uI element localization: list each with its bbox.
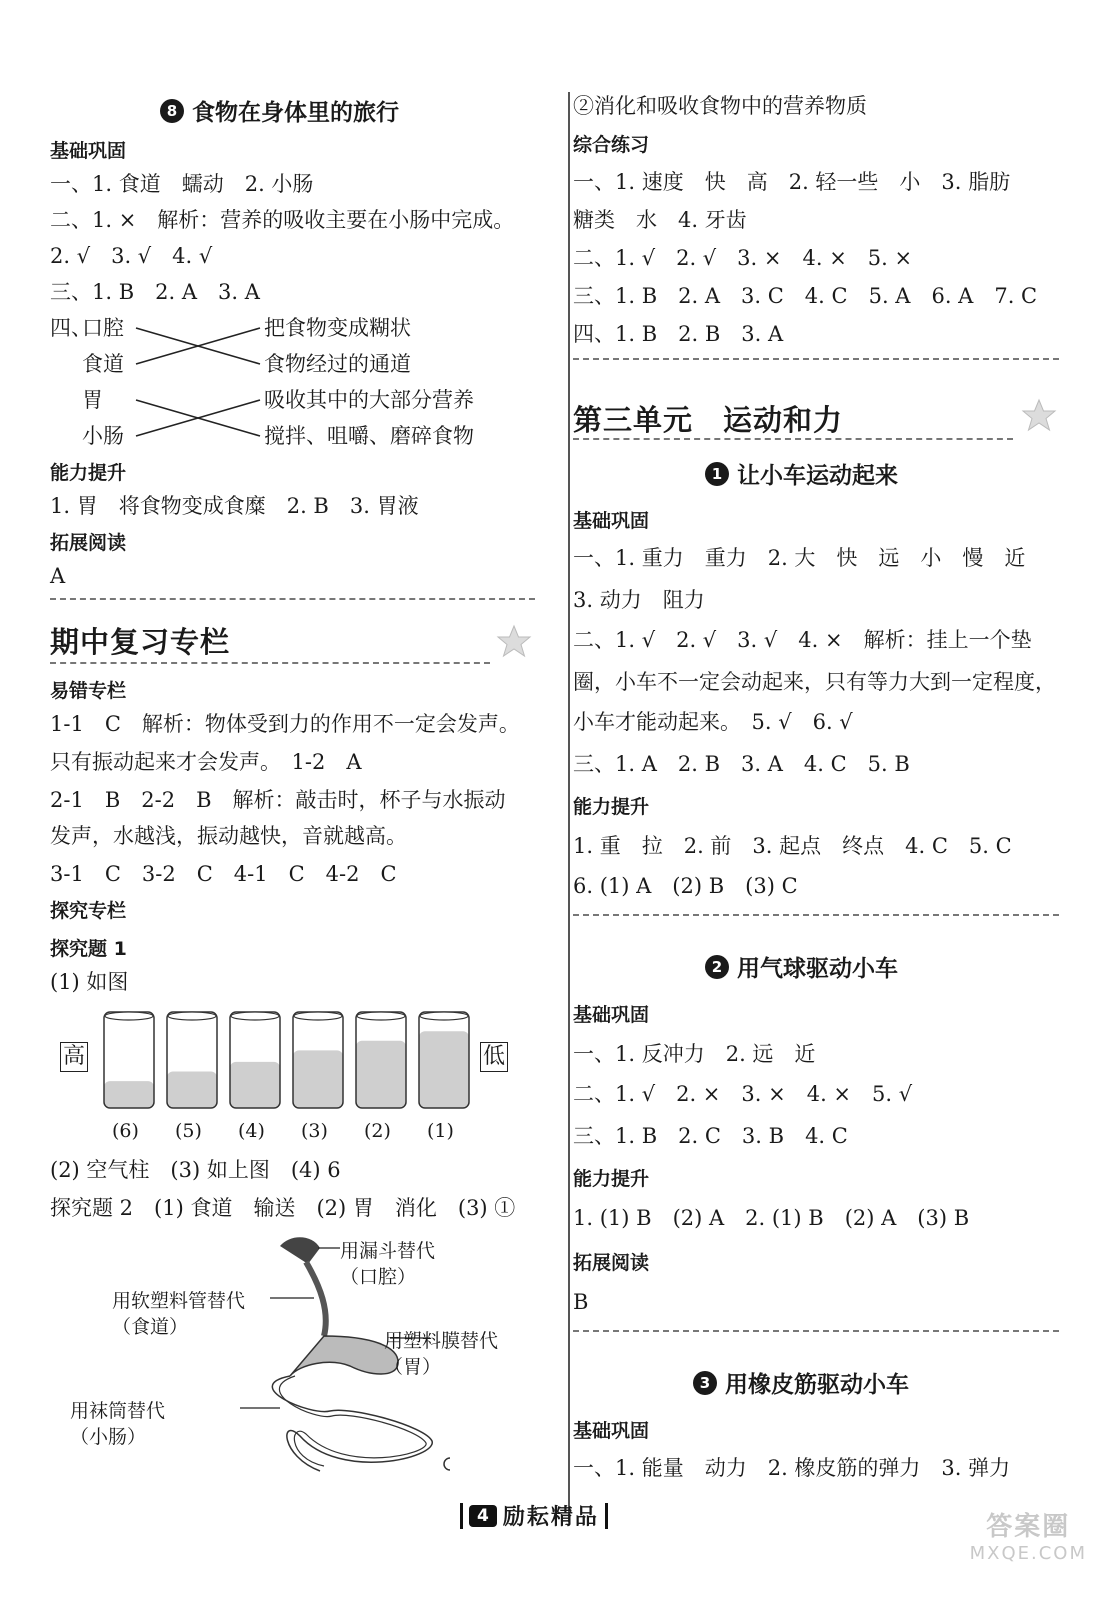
answer-line: 1. (1) B (2) A 2. (1) B (2) A (3) B: [573, 1206, 970, 1230]
lesson-number-badge: 1: [705, 462, 729, 486]
answer-line: 一、1. 食道 蠕动 2. 小肠: [50, 172, 314, 196]
page-number: 4: [469, 1505, 497, 1527]
answer-line: 小车才能动起来。 5. √ 6. √: [573, 710, 853, 734]
funnel-label: 用漏斗替代: [340, 1240, 436, 1262]
tube-sublabel: （食道）: [112, 1316, 189, 1338]
cup-rim: [105, 1012, 153, 1020]
function-label: 把食物变成糊状: [264, 316, 411, 340]
cups-figure: [98, 1006, 478, 1114]
cup-number-label: (3): [301, 1120, 328, 1142]
water-fill: [419, 1031, 469, 1108]
answer-line: 1-1 C 解析：物体受到力的作用不一定会发声。: [50, 712, 520, 736]
lesson-title-text: 让小车运动起来: [737, 463, 898, 489]
heading-underline: [573, 438, 1013, 440]
matching-prefix: 四、: [50, 316, 92, 340]
lesson-2-title: [705, 950, 898, 983]
tube-label: 用软塑料管替代: [112, 1290, 246, 1312]
function-label: 搅拌、咀嚼、磨碎食物: [264, 424, 474, 448]
answer-line: 圈，小车不一定会动起来，只有等力大到一定程度，: [573, 670, 1056, 694]
answer-line: 1. 胃 将食物变成食糜 2. B 3. 胃液: [50, 494, 419, 518]
section-heading-explore: 探究专栏: [50, 900, 127, 922]
cup-number-label: (5): [175, 1120, 202, 1142]
unit-3-heading: 第三单元 运动和力: [573, 403, 844, 437]
watermark-bottom: MXQE.COM: [969, 1543, 1087, 1564]
section-heading-ability: 能力提升: [573, 796, 650, 818]
water-fill: [356, 1041, 406, 1108]
watermark-top: 答案圈: [986, 1512, 1071, 1542]
stomach-shape: [290, 1336, 398, 1376]
water-fill: [104, 1081, 154, 1108]
section-heading-comprehensive: 综合练习: [573, 134, 650, 156]
answer-line: (2) 空气柱 (3) 如上图 (4) 6: [50, 1158, 341, 1182]
high-pitch-label: 高: [60, 1042, 88, 1072]
answer-line: 6. (1) A (2) B (3) C: [573, 874, 798, 898]
answer-line: 二、1. √ 2. √ 3. × 4. × 5. ×: [573, 246, 913, 270]
answer-line: 四、1. B 2. B 3. A: [573, 322, 784, 346]
funnel-shape: [280, 1237, 320, 1264]
answer-line: (1) 如图: [50, 970, 129, 994]
star-icon: [496, 624, 532, 660]
answer-line: 二、1. √ 2. √ 3. √ 4. × 解析：挂上一个垫: [573, 628, 1032, 652]
answer-line: ②消化和吸收食物中的营养物质: [573, 94, 867, 118]
cup-rim: [420, 1012, 468, 1020]
lesson-title-text: 用气球驱动小车: [737, 956, 898, 982]
water-fill: [167, 1072, 217, 1108]
function-label: 吸收其中的大部分营养: [264, 388, 474, 412]
answer-line: 3. 动力 阻力: [573, 588, 705, 612]
lesson-number-badge: 2: [705, 955, 729, 979]
lesson-number-badge: 8: [160, 99, 184, 123]
section-heading-extend: 拓展阅读: [573, 1252, 650, 1274]
dashed-divider: [573, 914, 1059, 916]
answer-line: 糖类 水 4. 牙齿: [573, 208, 747, 232]
answer-line: 2. √ 3. √ 4. √: [50, 244, 213, 268]
answer-line: 三、1. A 2. B 3. A 4. C 5. B: [573, 752, 910, 776]
answer-line: 一、1. 速度 快 高 2. 轻一些 小 3. 脂肪: [573, 170, 1011, 194]
answer-line: 探究题 2 (1) 食道 输送 (2) 胃 消化 (3) ①: [50, 1196, 516, 1220]
section-heading-basic: 基础巩固: [573, 1004, 650, 1026]
brand-name: 励耘精品: [502, 1505, 599, 1530]
cup-rim: [231, 1012, 279, 1020]
lesson-8-title: [160, 94, 399, 127]
lesson-number-badge: 3: [693, 1371, 717, 1395]
footer-bar: [605, 1503, 608, 1529]
section-heading-basic: 基础巩固: [573, 1420, 650, 1442]
answer-line: 一、1. 能量 动力 2. 橡皮筋的弹力 3. 弹力: [573, 1456, 1011, 1480]
lesson-3-title: [693, 1366, 909, 1399]
cup-number-label: (6): [112, 1120, 139, 1142]
column-divider: [568, 92, 570, 1522]
lesson-1-title: [705, 457, 898, 490]
section-heading-ability: 能力提升: [573, 1168, 650, 1190]
film-sublabel: （胃）: [384, 1356, 442, 1378]
tube-shape: [306, 1262, 326, 1336]
watermark: [970, 1506, 1087, 1564]
answer-line: 三、1. B 2. A 3. A: [50, 280, 260, 304]
answer-line: 三、1. B 2. C 3. B 4. C: [573, 1124, 848, 1148]
organ-label: 胃: [82, 388, 103, 412]
answer-line: 一、1. 重力 重力 2. 大 快 远 小 慢 近: [573, 546, 1026, 570]
section-heading-basic: 基础巩固: [573, 510, 650, 532]
answer-line: 二、1. √ 2. × 3. × 4. × 5. √: [573, 1082, 913, 1106]
function-label: 食物经过的通道: [264, 352, 411, 376]
lesson-title-text: 用橡皮筋驱动小车: [725, 1372, 909, 1398]
answer-line: 三、1. B 2. A 3. C 4. C 5. A 6. A 7. C: [573, 284, 1038, 308]
organ-label: 口腔: [82, 316, 124, 340]
funnel-sublabel: （口腔）: [340, 1266, 417, 1288]
section-heading-extend: 拓展阅读: [50, 532, 127, 554]
answer-line: A: [50, 564, 66, 588]
dashed-divider: [50, 598, 535, 600]
organ-label: 小肠: [82, 424, 124, 448]
section-heading-basic: 基础巩固: [50, 140, 127, 162]
cup-rim: [357, 1012, 405, 1020]
question-heading: 探究题 1: [50, 938, 127, 960]
answer-line: 发声，水越浅，振动越快，音就越高。: [50, 824, 407, 848]
section-heading-error: 易错专栏: [50, 680, 127, 702]
sock-sublabel: （小肠）: [70, 1426, 147, 1448]
star-icon: [1021, 398, 1057, 434]
answer-line: 2-1 B 2-2 B 解析：敲击时，杯子与水振动: [50, 788, 506, 812]
sock-label: 用袜筒替代: [70, 1400, 166, 1422]
answer-line: 3-1 C 3-2 C 4-1 C 4-2 C: [50, 862, 397, 886]
cup-number-label: (2): [364, 1120, 391, 1142]
water-fill: [293, 1050, 343, 1108]
dashed-divider: [573, 358, 1059, 360]
answer-line: 只有振动起来才会发声。 1-2 A: [50, 750, 362, 774]
water-fill: [230, 1062, 280, 1108]
film-label: 用塑料膜替代: [384, 1330, 499, 1352]
page-footer: [460, 1500, 608, 1531]
cup-rim: [168, 1012, 216, 1020]
answer-line: B: [573, 1290, 589, 1314]
footer-bar: [460, 1503, 463, 1529]
lesson-title-text: 食物在身体里的旅行: [192, 100, 399, 126]
intestine-shape: [272, 1376, 432, 1471]
circle-mark: [444, 1458, 450, 1470]
cup-rim: [294, 1012, 342, 1020]
answer-line: 一、1. 反冲力 2. 远 近: [573, 1042, 816, 1066]
cup-number-label: (1): [427, 1120, 454, 1142]
low-pitch-label: 低: [480, 1042, 508, 1072]
midterm-heading: 期中复习专栏: [50, 625, 231, 659]
dashed-divider: [573, 1330, 1059, 1332]
heading-underline: [50, 662, 490, 664]
section-heading-ability: 能力提升: [50, 462, 127, 484]
matching-lines: [134, 314, 264, 454]
intestine-shape: [279, 1376, 426, 1466]
organ-label: 食道: [82, 352, 124, 376]
answer-line: 1. 重 拉 2. 前 3. 起点 终点 4. C 5. C: [573, 834, 1012, 858]
answer-line: 二、1. × 解析：营养的吸收主要在小肠中完成。: [50, 208, 515, 232]
cup-number-label: (4): [238, 1120, 265, 1142]
